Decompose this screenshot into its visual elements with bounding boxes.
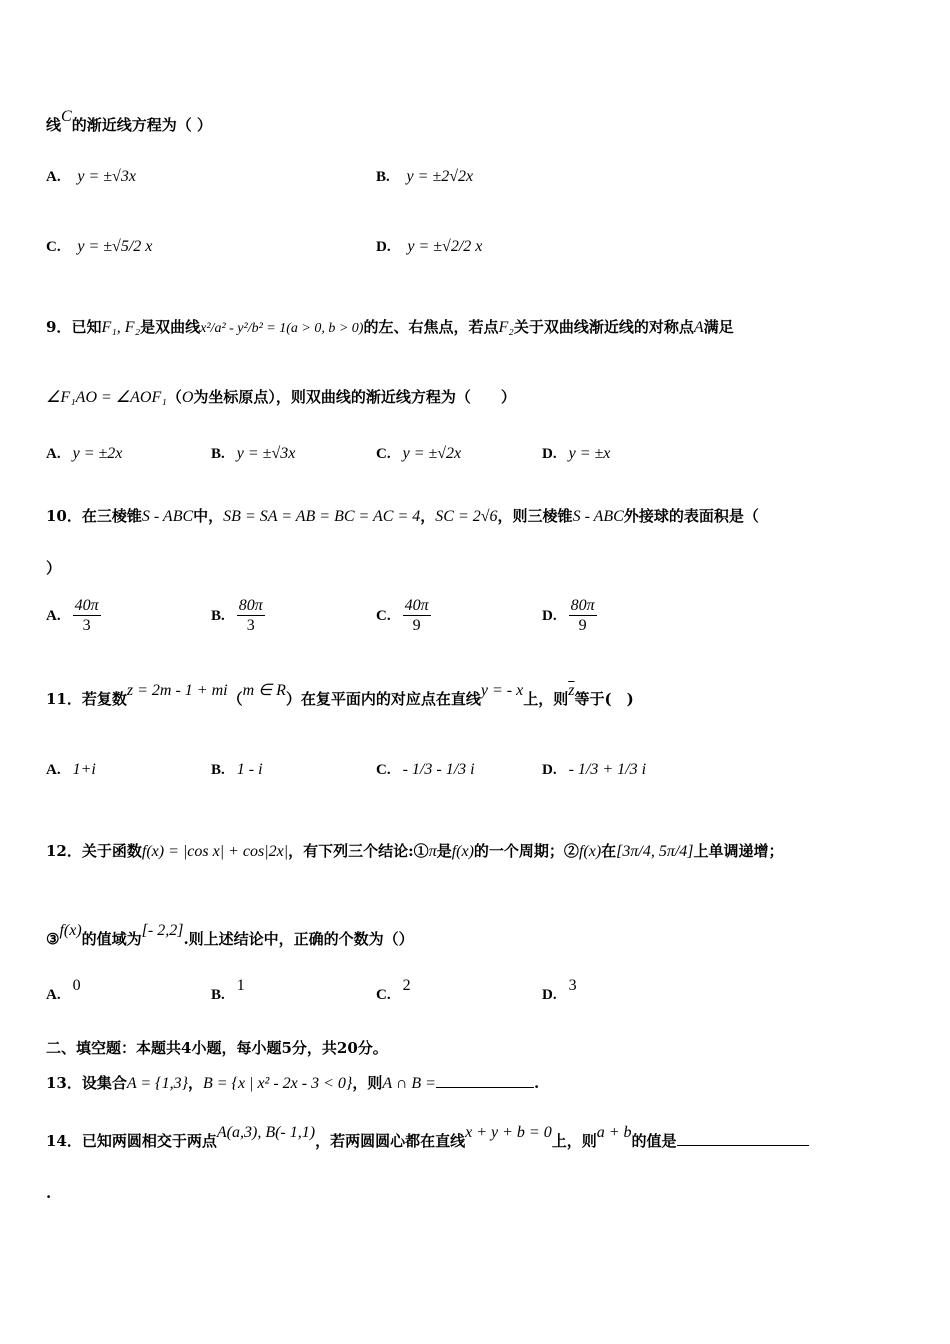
q10-option-c-fraction bbox=[403, 596, 431, 635]
q11-text-3: ）在复平面内的对应点在直线 bbox=[285, 690, 481, 708]
q13-text-3: ，则 bbox=[352, 1074, 383, 1092]
q10-close-paren: ） bbox=[46, 559, 62, 577]
q12-stem-line2 bbox=[46, 922, 414, 949]
q12-fx-2: f(x) bbox=[578, 843, 602, 860]
q11-number: 11． bbox=[46, 690, 82, 708]
q13-set-a: A = {1,3} bbox=[126, 1075, 188, 1092]
option-label: C. bbox=[376, 607, 391, 624]
q11-option-c-text: - 1/3 - 1/3 i bbox=[402, 761, 475, 778]
q14-line: x + y + b = 0 bbox=[465, 1124, 552, 1141]
q11-option-a[interactable] bbox=[46, 760, 96, 779]
q13-number: 13． bbox=[46, 1074, 82, 1092]
q12-stem bbox=[46, 840, 784, 861]
option-label: A. bbox=[46, 987, 61, 1003]
q9-text-7: 为坐标原点），则双曲线的渐近线方程为（ ） bbox=[193, 388, 516, 406]
option-label: C. bbox=[376, 762, 391, 778]
option-label: D. bbox=[376, 239, 391, 255]
denominator: 3 bbox=[246, 617, 255, 634]
denominator: 3 bbox=[82, 617, 91, 634]
q9-foci: F₁, F₂ bbox=[101, 319, 141, 336]
q9-point-a: A bbox=[693, 319, 704, 336]
q9-option-c[interactable] bbox=[376, 444, 461, 463]
q10-option-a[interactable] bbox=[46, 596, 101, 635]
q13-text-2: ， bbox=[187, 1074, 203, 1092]
q9-number: 9． bbox=[46, 318, 72, 336]
q9-option-d[interactable] bbox=[542, 444, 610, 463]
q11-line-equation: y = - x bbox=[480, 682, 524, 699]
q9-text-4: 关于双曲线渐近线的对称点 bbox=[513, 318, 694, 336]
q12-interval: [3π/4, 5π/4] bbox=[616, 843, 694, 860]
q9-option-b[interactable] bbox=[211, 444, 295, 463]
q9-angle-condition: ∠F₁AO = ∠AOF₁ bbox=[46, 389, 167, 406]
q11-stem bbox=[46, 682, 634, 709]
q10-pyramid-2: S - ABC bbox=[572, 508, 624, 525]
option-label: B. bbox=[211, 446, 225, 462]
q9-option-c-text: y = ±√2x bbox=[402, 445, 462, 462]
q9-option-a[interactable] bbox=[46, 444, 122, 463]
q10-option-d[interactable] bbox=[542, 596, 597, 635]
q10-text-4: ，则三棱锥 bbox=[497, 507, 573, 525]
q11-text-4: 上，则 bbox=[523, 690, 569, 708]
q12-option-a[interactable] bbox=[46, 977, 81, 1004]
q12-text-8: .则上述结论中，正确的个数为（） bbox=[183, 930, 414, 948]
q11-option-d[interactable] bbox=[542, 760, 646, 779]
q12-text-6: 上单调递增； bbox=[693, 842, 784, 860]
q9-option-a-text: y = ±2x bbox=[72, 445, 123, 462]
q9-text-3: 的左、右焦点，若点 bbox=[363, 318, 499, 336]
q12-text-2: ，有下列三个结论:① bbox=[288, 842, 429, 860]
q12-option-b-text: 1 bbox=[236, 977, 245, 994]
q13-answer-blank[interactable] bbox=[436, 1073, 534, 1088]
q12-number: 12． bbox=[46, 842, 82, 860]
denominator: 9 bbox=[412, 617, 421, 634]
q11-m-in-r: m ∈ R bbox=[242, 682, 286, 699]
numerator: 80π bbox=[570, 597, 595, 614]
q12-option-b[interactable] bbox=[211, 977, 245, 1004]
q14-text-2: ，若两圆圆心都在直线 bbox=[315, 1132, 466, 1150]
q11-z-expression: z = 2m - 1 + mi bbox=[126, 682, 228, 699]
q10-text-3: ， bbox=[420, 507, 436, 525]
q10-text-5: 外接球的表面积是（ bbox=[623, 507, 759, 525]
q11-option-d-text: - 1/3 + 1/3 i bbox=[568, 761, 647, 778]
q12-text-4: 的一个周期；② bbox=[473, 842, 579, 860]
option-label: B. bbox=[211, 607, 225, 624]
q9-hyperbola-equation: x²/a² - y²/b² = 1(a > 0, b > 0) bbox=[200, 321, 364, 336]
q13-set-b: B = {x | x² - 2x - 3 < 0} bbox=[202, 1075, 353, 1092]
q8-option-d-text: y = ±√2/2 x bbox=[407, 238, 483, 255]
q10-condition-sc: SC = 2√6 bbox=[435, 508, 498, 525]
q9-text-2: 是双曲线 bbox=[140, 318, 201, 336]
section-heading: 二、填空题：本题共4小题，每小题5分，共20分。 bbox=[46, 1039, 388, 1057]
q8-stem bbox=[46, 108, 212, 135]
q11-z-conjugate: $\overline{z}$ bbox=[568, 682, 575, 699]
q14-stem bbox=[46, 1124, 809, 1151]
option-label: B. bbox=[211, 987, 225, 1003]
q8-option-c[interactable] bbox=[46, 237, 152, 256]
q14-answer-blank[interactable] bbox=[677, 1131, 809, 1146]
q10-text-2: 中， bbox=[193, 507, 224, 525]
option-label: C. bbox=[46, 239, 61, 255]
q9-stem bbox=[46, 316, 734, 337]
option-label: C. bbox=[376, 446, 391, 462]
q13-text-1: 设集合 bbox=[81, 1074, 127, 1092]
option-label: B. bbox=[376, 169, 390, 185]
q8-stem-prefix: 线 bbox=[46, 116, 62, 134]
option-label: A. bbox=[46, 607, 61, 624]
option-label: A. bbox=[46, 446, 61, 462]
option-label: B. bbox=[211, 762, 225, 778]
q12-fx-3: f(x) bbox=[59, 922, 82, 939]
q13-text-4: . bbox=[533, 1074, 540, 1092]
option-label: D. bbox=[542, 607, 557, 624]
q8-option-c-text: y = ±√5/2 x bbox=[77, 238, 153, 255]
q9-stem-line2 bbox=[46, 386, 516, 407]
q12-circle-3: ③ bbox=[46, 930, 60, 948]
denominator: 9 bbox=[578, 617, 587, 634]
option-label: C. bbox=[376, 987, 391, 1003]
q9-f2: F₂ bbox=[498, 319, 514, 336]
q12-range: [- 2,2] bbox=[141, 922, 184, 939]
q11-text-5: 等于( ) bbox=[574, 690, 634, 708]
q10-close bbox=[46, 557, 61, 578]
q12-fx: f(x) bbox=[451, 843, 474, 860]
q9-option-d-text: y = ±x bbox=[568, 445, 611, 462]
numerator: 80π bbox=[238, 597, 263, 614]
q12-option-d-text: 3 bbox=[568, 977, 577, 994]
q10-option-b[interactable] bbox=[211, 596, 265, 635]
q8-curve-letter: C bbox=[61, 108, 72, 125]
q12-option-c[interactable] bbox=[376, 977, 411, 1004]
q10-number: 10． bbox=[46, 507, 82, 525]
q8-option-d[interactable] bbox=[376, 237, 482, 256]
q11-text-2: （ bbox=[227, 690, 243, 708]
q14-end bbox=[46, 1184, 51, 1202]
q12-text-1: 关于函数 bbox=[81, 842, 142, 860]
q11-option-c[interactable] bbox=[376, 760, 475, 779]
q9-option-b-text: y = ±√3x bbox=[236, 445, 296, 462]
q12-text-3: 是 bbox=[436, 842, 452, 860]
q14-sum: a + b bbox=[596, 1124, 632, 1141]
option-label: D. bbox=[542, 446, 557, 462]
q11-option-b[interactable] bbox=[211, 760, 263, 779]
q10-stem bbox=[46, 505, 759, 526]
q8-option-b[interactable] bbox=[376, 167, 473, 186]
option-label: A. bbox=[46, 169, 61, 185]
q14-end-period: . bbox=[46, 1184, 52, 1202]
q10-option-c[interactable] bbox=[376, 596, 431, 635]
q10-pyramid: S - ABC bbox=[141, 508, 194, 525]
q12-option-a-text: 0 bbox=[72, 977, 81, 994]
q8-stem-suffix: 的渐近线方程为（ ） bbox=[71, 116, 212, 134]
q12-option-d[interactable] bbox=[542, 977, 577, 1004]
q14-text-3: 上，则 bbox=[551, 1132, 597, 1150]
q14-text-4: 的值是 bbox=[631, 1132, 677, 1150]
q9-text-6: （ bbox=[166, 388, 182, 406]
option-label: D. bbox=[542, 762, 557, 778]
q11-option-b-text: 1 - i bbox=[236, 761, 263, 778]
q9-text-5: 满足 bbox=[703, 318, 734, 336]
q10-option-d-fraction bbox=[569, 596, 597, 635]
q13-intersection: A ∩ B = bbox=[382, 1075, 436, 1092]
option-label: D. bbox=[542, 987, 557, 1003]
q12-text-7: 的值域为 bbox=[81, 930, 142, 948]
numerator: 40π bbox=[74, 597, 99, 614]
q9-text-1: 已知 bbox=[71, 318, 102, 336]
q14-points: A(a,3), B(- 1,1) bbox=[216, 1124, 316, 1141]
q13-stem bbox=[46, 1072, 539, 1093]
numerator: 40π bbox=[404, 597, 429, 614]
q10-option-a-fraction bbox=[73, 596, 101, 635]
q10-text-1: 在三棱锥 bbox=[81, 507, 142, 525]
q8-option-a[interactable] bbox=[46, 167, 136, 186]
q10-option-b-fraction bbox=[237, 596, 265, 635]
option-label: A. bbox=[46, 762, 61, 778]
q14-text-1: 已知两圆相交于两点 bbox=[81, 1132, 217, 1150]
q8-option-b-text: y = ±2√2x bbox=[406, 168, 474, 185]
q10-condition-edges: SB = SA = AB = BC = AC = 4 bbox=[223, 508, 421, 525]
q11-option-a-text: 1+i bbox=[72, 761, 96, 778]
q14-number: 14． bbox=[46, 1132, 82, 1150]
q9-origin: O bbox=[181, 389, 194, 406]
q12-function: f(x) = |cos x| + cos|2x| bbox=[141, 843, 289, 860]
q12-text-5: 在 bbox=[601, 842, 617, 860]
q11-text-1: 若复数 bbox=[81, 690, 127, 708]
q12-option-c-text: 2 bbox=[402, 977, 411, 994]
q12-pi: π bbox=[428, 843, 437, 860]
q8-option-a-text: y = ±√3x bbox=[77, 168, 136, 185]
